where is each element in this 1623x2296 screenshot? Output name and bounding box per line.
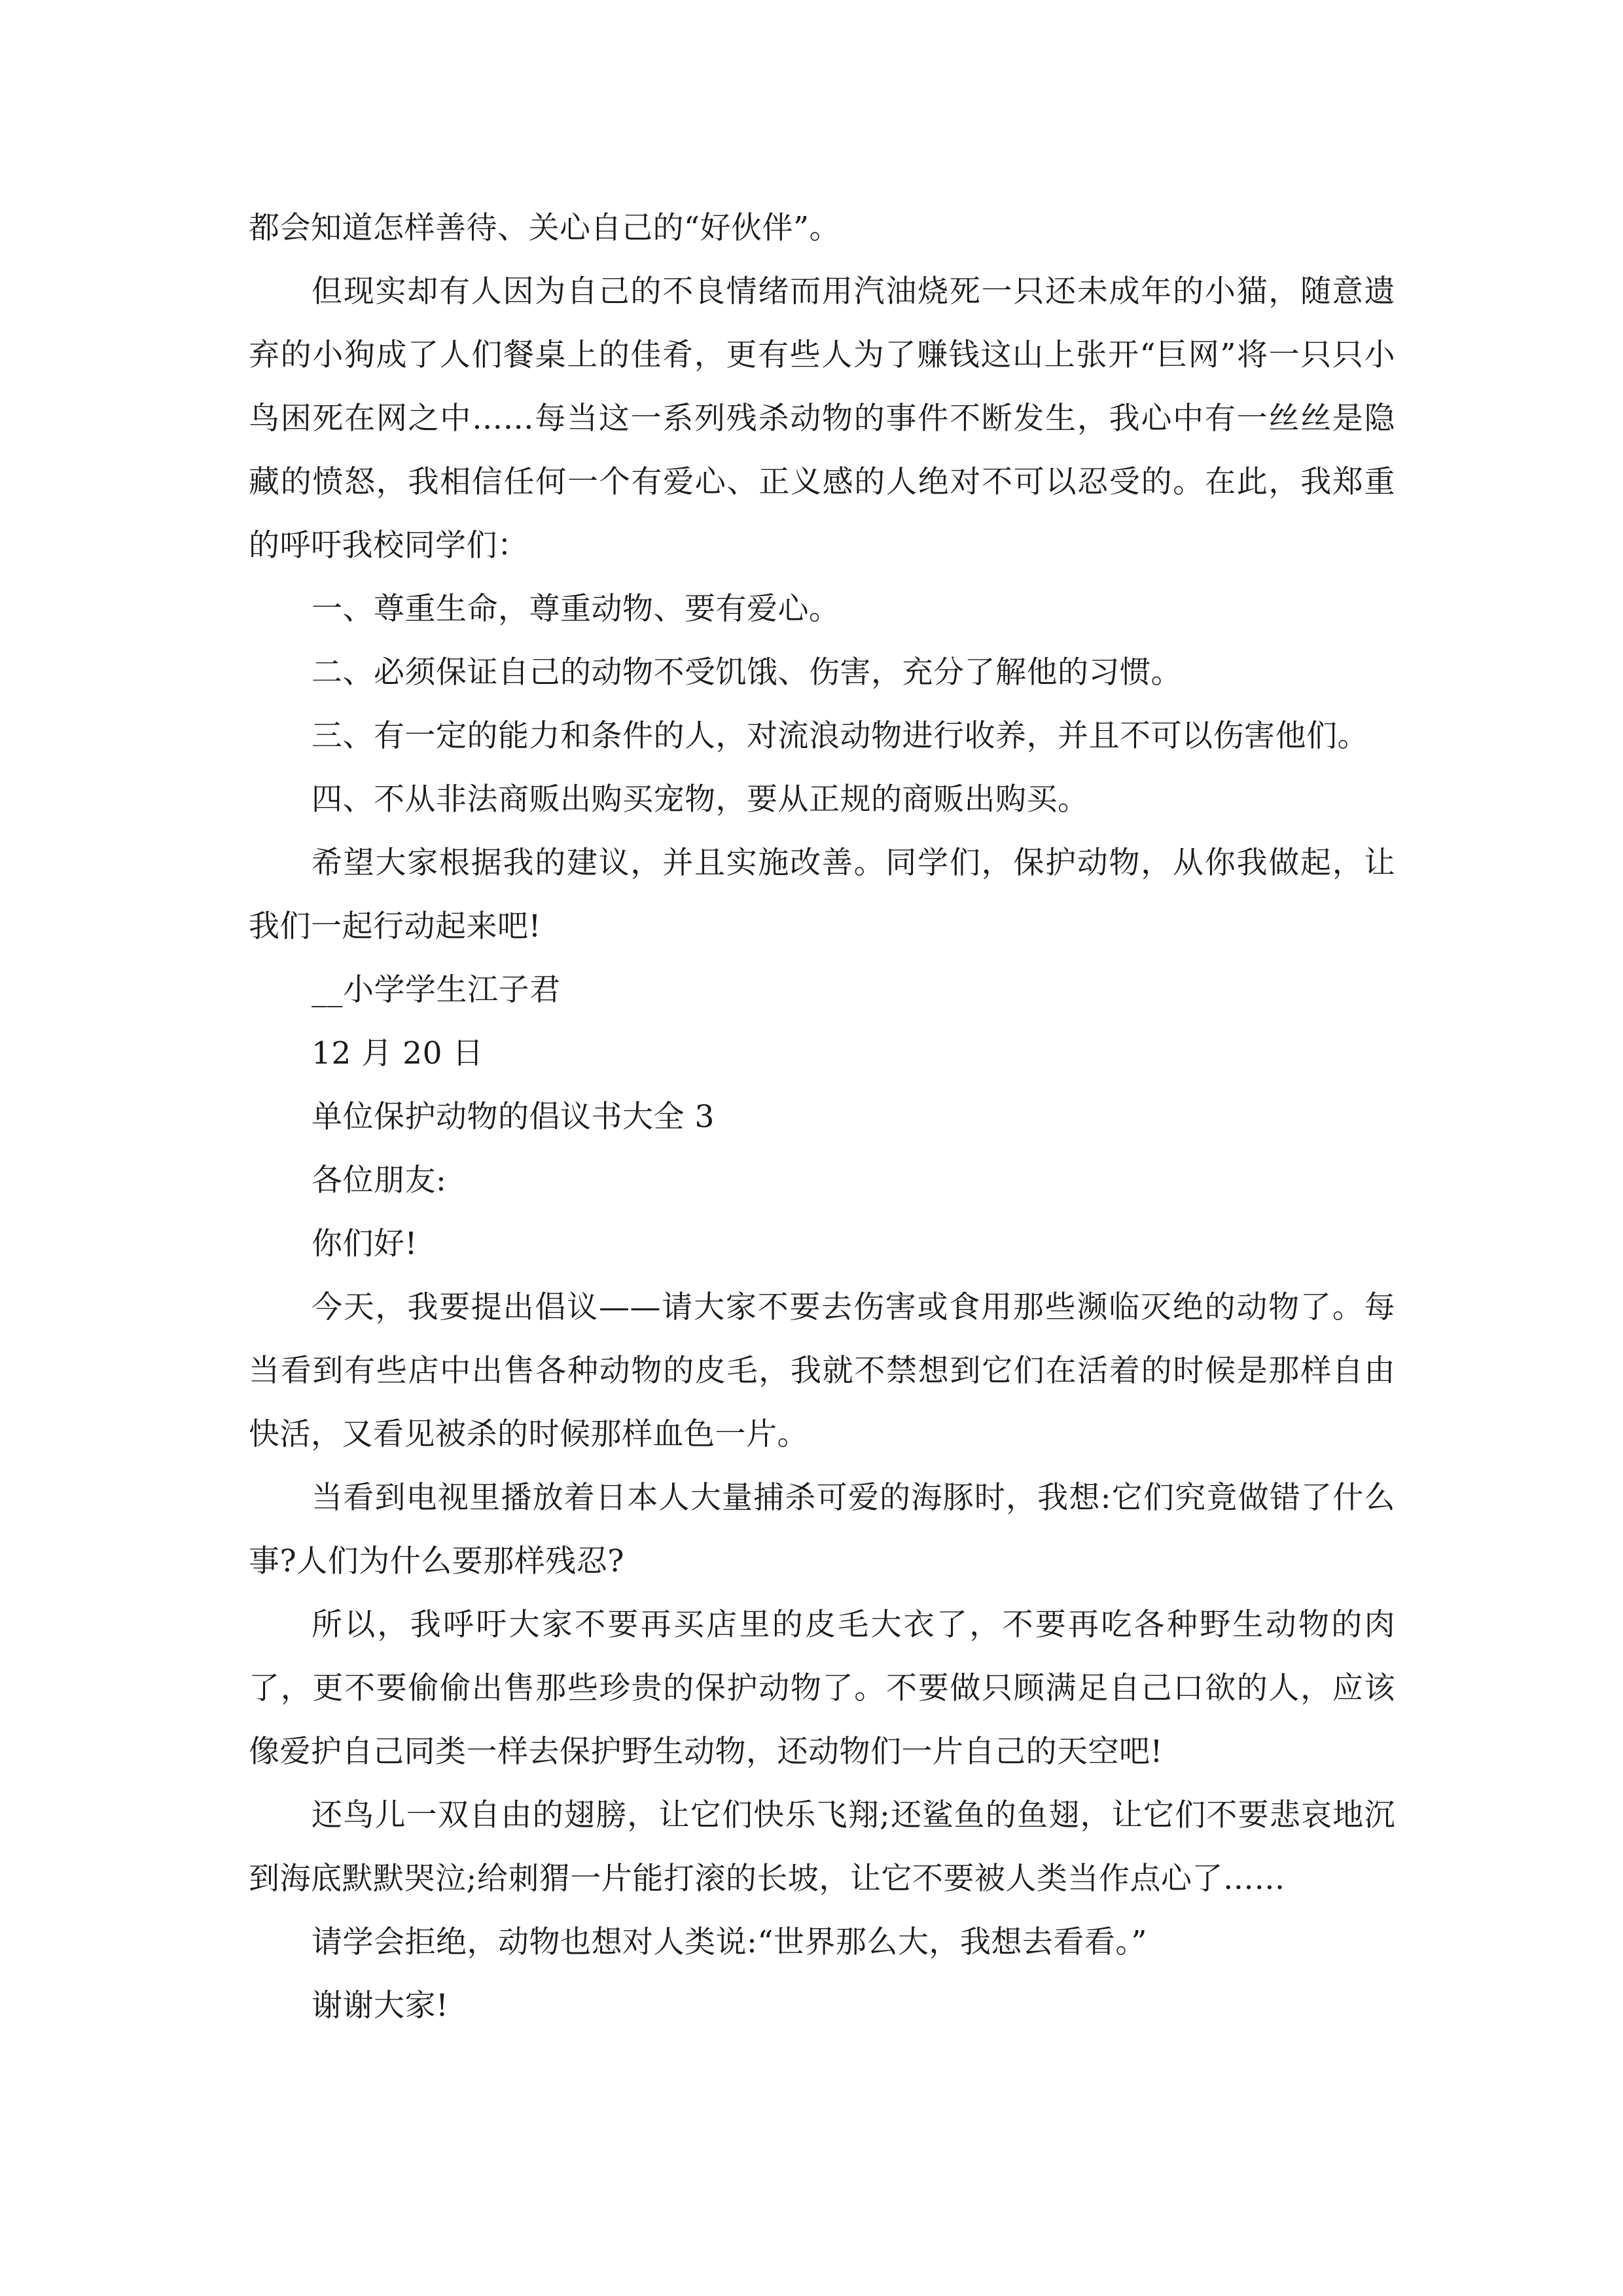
list-item: 二、必须保证自己的动物不受饥饿、伤害，充分了解他的习惯。 [312,655,1182,691]
paragraph: 当看到电视里播放着日本人大量捕杀可爱的海豚时，我想:它们究竟做错了什么事?人们为什么要那样残忍? [249,1480,1395,1579]
paragraph: 今天，我要提出倡议——请大家不要去伤害或食用那些濒临灭绝的动物了。每当看到有些店中出售各种动物的皮毛，我就不禁想到它们在活着的时候是那样自由快活，又看见被杀的时候那样血色一片。 [249,1289,1395,1452]
list-item: 一、尊重生命，尊重动物、要有爱心。 [312,591,840,627]
paragraph: 但现实却有人因为自己的不良情绪而用汽油烧死一只还未成年的小猫，随意遗弃的小狗成了人们餐桌上的佳肴，更有些人为了赚钱这山上张开“巨网”将一只只小鸟困死在网之中……每当这一系列残杀动物的事件不断发生，我心中有一丝丝是隐藏的愤怒，我相信任何一个有爱心、正义感的人绝对不可以忍受的。在此，我郑重的呼吁我校同学们： [249,274,1395,564]
greeting: 你们好! [312,1226,418,1262]
signature-name: __小学学生江子君 [312,972,561,1008]
list-item: 三、有一定的能力和条件的人，对流浪动物进行收养，并且不可以伤害他们。 [312,718,1368,754]
list-item: 四、不从非法商贩出购买宠物，要从正规的商贩出购买。 [312,781,1089,817]
paragraph: 还鸟儿一双自由的翅膀，让它们快乐飞翔;还鲨鱼的鱼翅，让它们不要悲哀地沉到海底默默哭泣;给刺猬一片能打滚的长坡，让它不要被人类当作点心了…… [249,1797,1395,1897]
document-body [249,196,1395,2037]
paragraph: 都会知道怎样善待、关心自己的“好伙伴”。 [249,210,841,246]
paragraph: 希望大家根据我的建议，并且实施改善。同学们，保护动物，从你我做起，让我们一起行动起来吧! [249,845,1395,944]
paragraph: 请学会拒绝，动物也想对人类说:“世界那么大，我想去看看。” [312,1924,1147,1960]
salutation: 各位朋友: [312,1162,447,1198]
section-title: 单位保护动物的倡议书大全 3 [312,1099,715,1135]
signature-date: 12 月 20 日 [312,1035,484,1071]
closing: 谢谢大家! [312,1988,449,2024]
paragraph: 所以，我呼吁大家不要再买店里的皮毛大衣了，不要再吃各种野生动物的肉了，更不要偷偷出售那些珍贵的保护动物了。不要做只顾满足自己口欲的人，应该像爱护自己同类一样去保护野生动物，还动物们一片自己的天空吧! [249,1607,1395,1770]
